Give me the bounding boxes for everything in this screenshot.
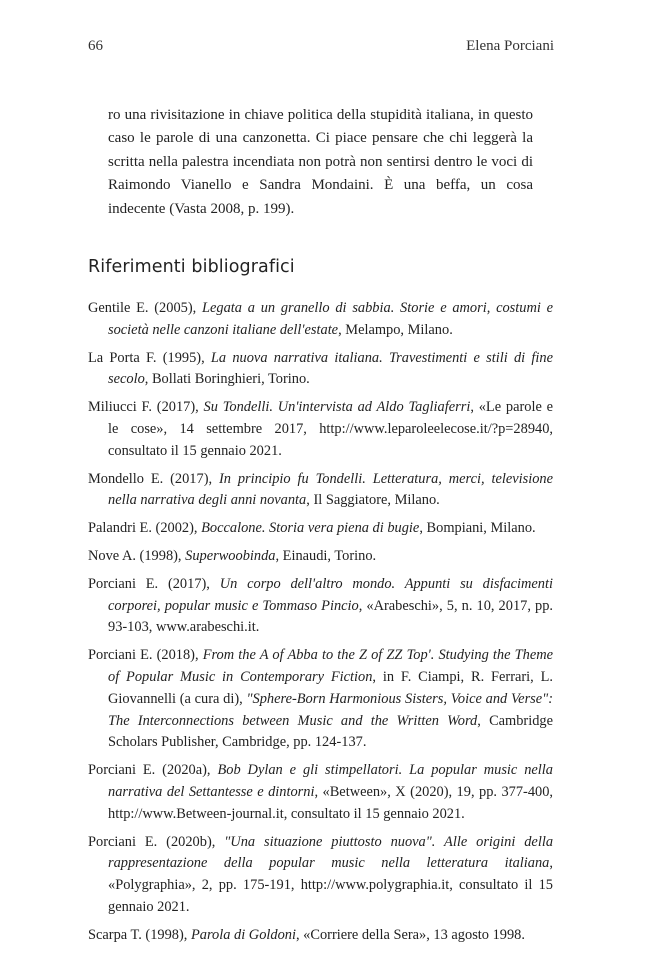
reference-list [88,298,553,953]
reference-item: La Porta F. (1995), La nuova narrativa italiana. Travestimenti e stili di fine secolo, Bollati Boringhieri, Torino. [88,349,553,388]
reference-item: Palandri E. (2002), Boccalone. Storia vera piena di bugie, Bompiani, Milano. [88,520,536,537]
reference-item: Porciani E. (2017), Un corpo dell'altro mondo. Appunti su disfacimenti corporei, popular music e Tommaso Pincio, «Arabeschi», 5, n. 10, 2017, pp. 93-103, www.arabeschi.it. [88,575,554,636]
reference-item: Nove A. (1998), Superwoobinda, Einaudi, Torino. [88,547,377,564]
page-number: 66 [88,38,103,54]
reference-item: Porciani E. (2020b), "Una situazione piuttosto nuova". Alle origini della rappresentazione della popular music nella letteratura italiana, «Polygraphia», 2, pp. 175-191, http://www.polygraphia.it, consultato il 15 gennaio 2021. [88,833,554,915]
reference-item: Gentile E. (2005), Legata a un granello di sabbia. Storie e amori, costumi e società nelle canzoni italiane dell'estate, Melampo, Milano. [88,300,553,338]
running-head [88,38,554,55]
reference-item: Scarpa T. (1998), Parola di Goldoni, «Corriere della Sera», 13 agosto 1998. [88,926,525,943]
block-quote: ro una rivisitazione in chiave politica della stupidità italiana, in questo caso le parole di una canzonetta. Ci piace pensare che chi leggerà la scritta nella palestra incendiata non potrà non sentirsi dentro le voci di Raimondo Vianello e Sandra Mondaini. È una beffa, un cosa indecente (Vasta 2008, p. 199). [108,107,533,217]
section-heading: Riferimenti bibliografici [88,257,295,277]
author-name: Elena Porciani [466,38,554,54]
reference-item: Porciani E. (2020a), Bob Dylan e gli stimpellatori. La popular music nella narrativa del Settantesse e dintorni, «Between», X (2020), 19, pp. 377-400, http://www.Between-journal.it, consultato il 15 gennaio 2021. [88,762,553,822]
reference-item: Mondello E. (2017), In principio fu Tondelli. Letteratura, merci, televisione nella narrativa degli anni novanta, Il Saggiatore, Milano. [88,470,554,509]
reference-item: Porciani E. (2018), From the A of Abba to the Z of ZZ Top'. Studying the Theme of Popular Music in Contemporary Fiction, in F. Ciampi, R. Ferrari, L. Giovannelli (a cura di), "Sphere-Born Harmonious Sisters, Voice and Verse": The Interconnections between Music and the Written Word, Cambridge Scholars Publisher, Cambridge, pp. 124-137. [88,647,554,751]
reference-item: Miliucci F. (2017), Su Tondelli. Un'intervista ad Aldo Tagliaferri, «Le parole e le cose», 14 settembre 2017, http://www.leparoleelecose.it/?p=28940, consultato il 15 gennaio 2021. [88,399,554,459]
